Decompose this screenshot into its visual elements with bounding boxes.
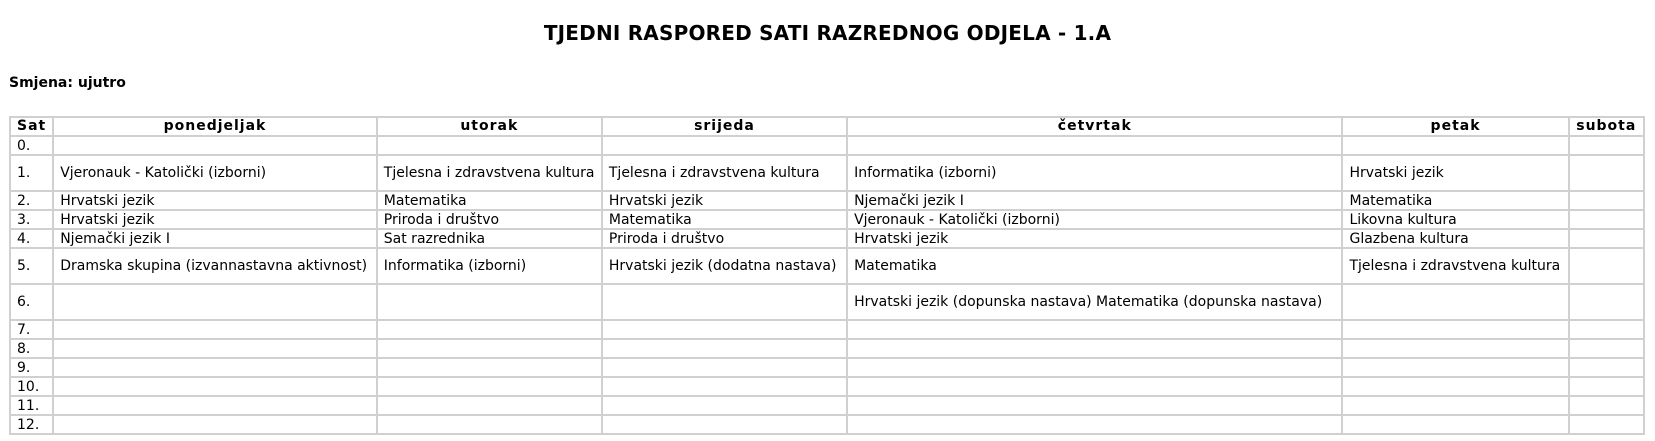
- lesson-cell: Tjelesna i zdravstvena kultura: [1342, 248, 1568, 284]
- period-number: 12.: [10, 415, 53, 434]
- table-row: [10, 377, 1644, 396]
- header-saturday: subota: [1569, 117, 1644, 136]
- lesson-cell: [1342, 396, 1568, 415]
- period-number: 2.: [10, 191, 53, 210]
- lesson-cell: [847, 320, 1342, 339]
- period-number: 6.: [10, 284, 53, 320]
- lesson-cell: Vjeronauk - Katolički (izborni): [847, 210, 1342, 229]
- lesson-cell: Njemački jezik I: [847, 191, 1342, 210]
- period-number: 3.: [10, 210, 53, 229]
- lesson-cell: [602, 136, 847, 155]
- lesson-cell: [1569, 229, 1644, 248]
- lesson-cell: Matematika: [602, 210, 847, 229]
- period-number: 7.: [10, 320, 53, 339]
- lesson-cell: Hrvatski jezik: [53, 210, 377, 229]
- lesson-cell: [1569, 191, 1644, 210]
- table-row: [10, 284, 1644, 320]
- table-row: [10, 415, 1644, 434]
- lesson-cell: Tjelesna i zdravstvena kultura: [602, 155, 847, 191]
- lesson-cell: Tjelesna i zdravstvena kultura: [377, 155, 602, 191]
- period-number: 1.: [10, 155, 53, 191]
- lesson-cell: Dramska skupina (izvannastavna aktivnost): [53, 248, 377, 284]
- lesson-cell: [847, 358, 1342, 377]
- header-sat: Sat: [10, 117, 53, 136]
- lesson-cell: Hrvatski jezik: [1342, 155, 1568, 191]
- lesson-cell: [1342, 136, 1568, 155]
- lesson-cell: [377, 377, 602, 396]
- lesson-cell: [847, 377, 1342, 396]
- lesson-cell: [1569, 320, 1644, 339]
- lesson-cell: [602, 377, 847, 396]
- page-title: TJEDNI RASPORED SATI RAZREDNOG ODJELA - 1.A: [543, 21, 1112, 45]
- lesson-cell: [53, 339, 377, 358]
- lesson-cell: [53, 358, 377, 377]
- lesson-cell: Sat razrednika: [377, 229, 602, 248]
- lesson-cell: Hrvatski jezik: [602, 191, 847, 210]
- lesson-cell: Informatika (izborni): [847, 155, 1342, 191]
- lesson-cell: [1342, 320, 1568, 339]
- lesson-cell: [847, 136, 1342, 155]
- lesson-cell: Hrvatski jezik (dodatna nastava): [602, 248, 847, 284]
- lesson-cell: Hrvatski jezik: [847, 229, 1342, 248]
- lesson-cell: [602, 284, 847, 320]
- lesson-cell: [1569, 136, 1644, 155]
- table-row: [10, 339, 1644, 358]
- schedule-table: [9, 116, 1645, 435]
- lesson-cell: [602, 339, 847, 358]
- lesson-cell: Priroda i društvo: [602, 229, 847, 248]
- table-row: [10, 191, 1644, 210]
- table-row: [10, 248, 1644, 284]
- lesson-cell: [53, 377, 377, 396]
- header-friday: petak: [1342, 117, 1568, 136]
- period-number: 0.: [10, 136, 53, 155]
- lesson-cell: [602, 320, 847, 339]
- lesson-cell: [377, 284, 602, 320]
- lesson-cell: [1569, 358, 1644, 377]
- lesson-cell: [1569, 210, 1644, 229]
- lesson-cell: [1569, 155, 1644, 191]
- lesson-cell: [377, 339, 602, 358]
- lesson-cell: [1342, 415, 1568, 434]
- lesson-cell: Hrvatski jezik: [53, 191, 377, 210]
- table-row: [10, 320, 1644, 339]
- period-number: 5.: [10, 248, 53, 284]
- lesson-cell: [847, 339, 1342, 358]
- lesson-cell: [1342, 284, 1568, 320]
- header-wednesday: srijeda: [602, 117, 847, 136]
- table-row: [10, 358, 1644, 377]
- lesson-cell: Priroda i društvo: [377, 210, 602, 229]
- lesson-cell: [377, 415, 602, 434]
- lesson-cell: [602, 396, 847, 415]
- lesson-cell: [1569, 415, 1644, 434]
- lesson-cell: [847, 396, 1342, 415]
- lesson-cell: [1342, 339, 1568, 358]
- header-row: [10, 117, 1644, 136]
- table-row: [10, 396, 1644, 415]
- lesson-cell: Glazbena kultura: [1342, 229, 1568, 248]
- lesson-cell: Njemački jezik I: [53, 229, 377, 248]
- header-monday: ponedjeljak: [53, 117, 377, 136]
- lesson-cell: Informatika (izborni): [377, 248, 602, 284]
- lesson-cell: Vjeronauk - Katolički (izborni): [53, 155, 377, 191]
- period-number: 8.: [10, 339, 53, 358]
- lesson-cell: [53, 136, 377, 155]
- lesson-cell: [377, 358, 602, 377]
- shift-label-separator: :: [67, 75, 78, 91]
- lesson-cell: Matematika: [847, 248, 1342, 284]
- lesson-cell: [377, 136, 602, 155]
- lesson-cell: [602, 415, 847, 434]
- lesson-cell: [1569, 396, 1644, 415]
- lesson-cell: [1569, 339, 1644, 358]
- lesson-cell: [1342, 358, 1568, 377]
- shift-label: [9, 74, 126, 92]
- lesson-cell: [377, 396, 602, 415]
- lesson-cell: [53, 415, 377, 434]
- lesson-cell: [53, 396, 377, 415]
- table-row: [10, 155, 1644, 191]
- lesson-cell: [1569, 377, 1644, 396]
- period-number: 9.: [10, 358, 53, 377]
- period-number: 10.: [10, 377, 53, 396]
- lesson-cell: [53, 320, 377, 339]
- lesson-cell: Matematika: [377, 191, 602, 210]
- lesson-cell: Likovna kultura: [1342, 210, 1568, 229]
- period-number: 11.: [10, 396, 53, 415]
- table-row: [10, 136, 1644, 155]
- lesson-cell: [1569, 248, 1644, 284]
- shift-label-value: ujutro: [77, 75, 126, 91]
- lesson-cell: [602, 358, 847, 377]
- shift-label-key: Smjena: [9, 75, 68, 91]
- lesson-cell: [377, 320, 602, 339]
- header-tuesday: utorak: [377, 117, 602, 136]
- table-row: [10, 229, 1644, 248]
- header-thursday: četvrtak: [847, 117, 1342, 136]
- lesson-cell: [1569, 284, 1644, 320]
- table-row: [10, 210, 1644, 229]
- lesson-cell: Hrvatski jezik (dopunska nastava) Matematika (dopunska nastava): [847, 284, 1342, 320]
- lesson-cell: [53, 284, 377, 320]
- period-number: 4.: [10, 229, 53, 248]
- lesson-cell: [1342, 377, 1568, 396]
- lesson-cell: [847, 415, 1342, 434]
- lesson-cell: Matematika: [1342, 191, 1568, 210]
